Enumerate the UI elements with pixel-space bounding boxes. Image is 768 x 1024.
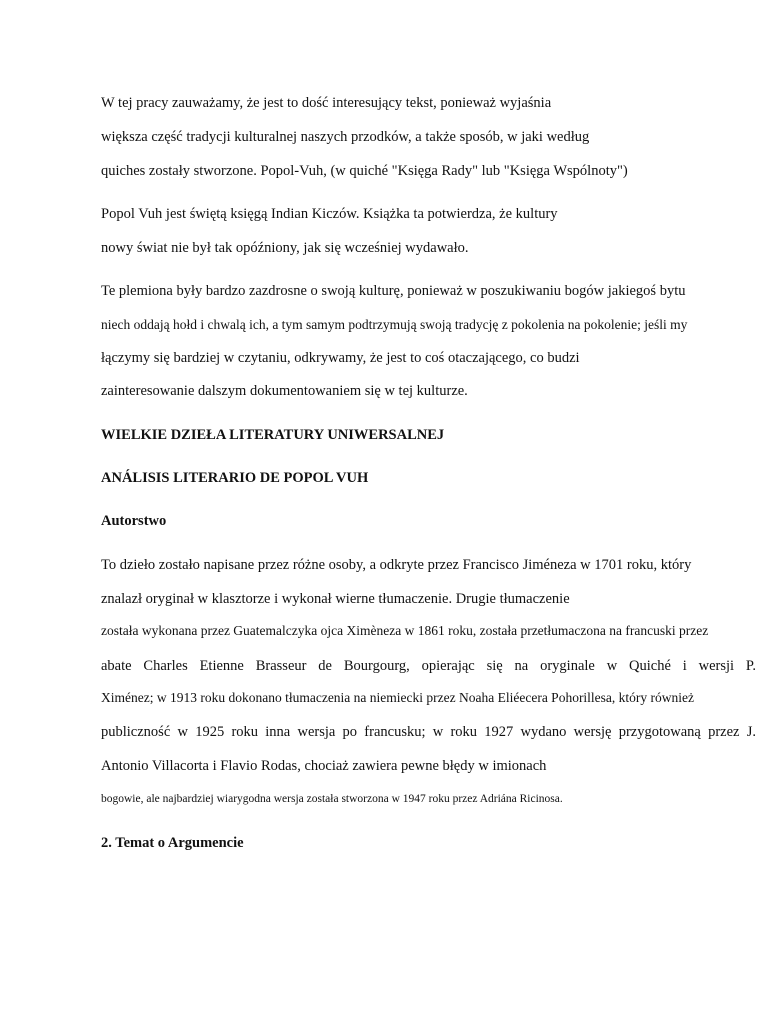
paragraph-1-line-3: quiches zostały stworzone. Popol-Vuh, (w quiché "Księga Rady" lub "Księga Wspólnoty") bbox=[101, 163, 628, 179]
heading-great-works: WIELKIE DZIEŁA LITERATURY UNIWERSALNEJ bbox=[101, 427, 445, 443]
paragraph-4-line-4: abate Charles Etienne Brasseur de Bourgourg, opierając się na oryginale w Quiché i wersji P. bbox=[101, 658, 756, 674]
paragraph-3-line-4: zainteresowanie dalszym dokumentowaniem się w tej kulturze. bbox=[101, 383, 468, 399]
paragraph-2-line-1: Popol Vuh jest świętą księgą Indian Kiczów. Książka ta potwierdza, że kultury bbox=[101, 206, 558, 222]
paragraph-4-line-7: Antonio Villacorta i Flavio Rodas, chociaż zawiera pewne błędy w imionach bbox=[101, 758, 547, 774]
paragraph-2-line-2: nowy świat nie był tak opóźniony, jak się wcześniej wydawało. bbox=[101, 240, 469, 256]
paragraph-3-line-3: łączymy się bardziej w czytaniu, odkrywamy, że jest to coś otaczającego, co budzi bbox=[101, 350, 580, 366]
heading-literary-analysis: ANÁLISIS LITERARIO DE POPOL VUH bbox=[101, 470, 369, 486]
paragraph-4-line-1: To dzieło zostało napisane przez różne osoby, a odkryte przez Francisco Jiméneza w 1701 roku, który bbox=[101, 557, 692, 573]
paragraph-3-line-1: Te plemiona były bardzo zazdrosne o swoją kulturę, ponieważ w poszukiwaniu bogów jakiegoś bytu bbox=[101, 283, 686, 299]
paragraph-4-line-5: Ximénez; w 1913 roku dokonano tłumaczenia na niemiecki przez Noaha Eliéecera Pohorillesa, który również bbox=[101, 690, 695, 705]
paragraph-3-line-2: niech oddają hołd i chwalą ich, a tym samym podtrzymują swoją tradycję z pokolenia na pokolenie; jeśli my bbox=[101, 317, 688, 332]
paragraph-1-line-2: większa część tradycji kulturalnej naszych przodków, a także sposób, w jaki według bbox=[101, 129, 590, 145]
paragraph-4-line-8: bogowie, ale najbardziej wiarygodna wersja została stworzona w 1947 roku przez Adriána Ricinosa. bbox=[101, 793, 563, 805]
heading-authorship: Autorstwo bbox=[101, 513, 167, 529]
paragraph-4-line-2: znalazł oryginał w klasztorze i wykonał wierne tłumaczenie. Drugie tłumaczenie bbox=[101, 591, 570, 607]
paragraph-1-line-1: W tej pracy zauważamy, że jest to dość interesujący tekst, ponieważ wyjaśnia bbox=[101, 95, 552, 111]
heading-topic-argument: 2. Temat o Argumencie bbox=[101, 835, 244, 851]
paragraph-4-line-6: publiczność w 1925 roku inna wersja po francusku; w roku 1927 wydano wersję przygotowaną przez J. bbox=[101, 724, 756, 740]
paragraph-4-line-3: została wykonana przez Guatemalczyka ojca Ximèneza w 1861 roku, została przetłumaczona na francuski przez bbox=[101, 623, 709, 638]
